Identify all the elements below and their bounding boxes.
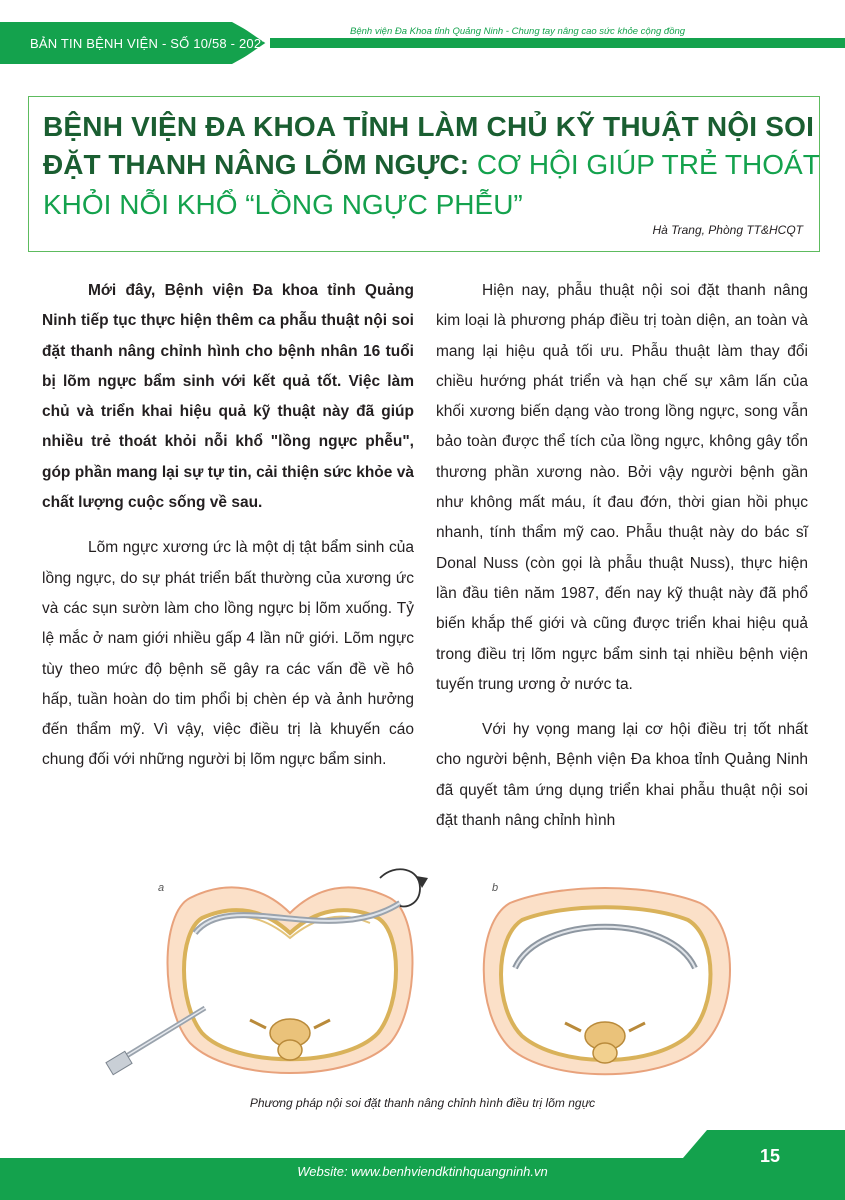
article-title-line-2 bbox=[43, 149, 820, 181]
panel-b-label: b bbox=[492, 882, 499, 894]
chest-cross-section-illustration bbox=[90, 858, 770, 1096]
header-rule bbox=[270, 38, 845, 48]
article-title-line-1: BỆNH VIỆN ĐA KHOA TỈNH LÀM CHỦ KỸ THUẬT NỘI SOI bbox=[43, 111, 815, 142]
article-title-line-2-bold: ĐẶT THANH NÂNG LÕM NGỰC: bbox=[43, 149, 470, 180]
issue-label: BẢN TIN BỆNH VIỆN - SỐ 10/58 - 2022 bbox=[30, 36, 269, 51]
figure-caption: Phương pháp nội soi đặt thanh nâng chỉnh hình điều trị lõm ngực bbox=[249, 1096, 596, 1110]
author-byline: Hà Trang, Phòng TT&HCQT bbox=[652, 223, 803, 237]
website-link[interactable]: Website: www.benhviendktinhquangninh.vn bbox=[297, 1164, 548, 1179]
panel-a-illustration bbox=[106, 869, 428, 1074]
page-number: 15 bbox=[760, 1146, 781, 1166]
panel-a-label: a bbox=[158, 882, 165, 894]
nuss-procedure-figure bbox=[90, 858, 770, 1096]
body-paragraph: Hiện nay, phẫu thuật nội soi đặt thanh nâng kim loại là phương pháp điều trị toàn diện, an toàn và mang lại hiệu quả tối ưu. Phẫu thuật làm thay đổi chiều hướng phát triển và hạn chế sự xâm lấn của khối xương biến dạng vào trong lồng ngực, song vẫn bảo toàn được thể tích của lồng ngực, không gây tổn thương phần xương nào. Bởi vậy người bệnh gần như không mất máu, ít đau đớn, thời gian hồi phục nhanh, tính thẩm mỹ cao. Phẫu thuật này do bác sĩ Donal Nuss (còn gọi là phẫu thuật Nuss), thực hiện lần đầu tiên năm 1987, đến nay kỹ thuật này đã phổ biến khắp thế giới và cũng được triển khai hiệu quả trong điều trị lõm ngực bẩm sinh tại nhiều bệnh viện tuyến trung ương ở nước ta. bbox=[436, 282, 808, 693]
right-column bbox=[436, 276, 808, 836]
article-title-line-3: KHỎI NỖI KHỔ “LỒNG NGỰC PHỄU” bbox=[43, 189, 523, 220]
left-column bbox=[42, 276, 414, 776]
article-title-line-2-rest: CƠ HỘI GIÚP TRẺ THOÁT bbox=[469, 149, 820, 180]
article-title-box bbox=[28, 96, 820, 252]
body-paragraph: Lõm ngực xương ức là một dị tật bẩm sinh của lồng ngực, do sự phát triển bất thường của xương ức và các sụn sườn làm cho lồng ngực bị lõm xuống. Tỷ lệ mắc ở nam giới nhiều gấp 4 lần nữ giới. Lõm ngực tùy theo mức độ bệnh sẽ gây ra các vấn đề về hô hấp, tuần hoàn do tim phổi bị chèn ép và ảnh hưởng đến thẩm mỹ. Vì vậy, việc điều trị là khuyến cáo chung đối với những người bị lõm ngực bẩm sinh. bbox=[42, 539, 414, 769]
body-paragraph: Với hy vọng mang lại cơ hội điều trị tốt nhất cho người bệnh, Bệnh viện Đa khoa tỉnh Quảng Ninh đã quyết tâm ứng dụng triển khai phẫu thuật nội soi đặt thanh nâng chỉnh hình bbox=[436, 721, 808, 830]
hospital-slogan: Bệnh viện Đa Khoa tỉnh Quảng Ninh - Chung tay nâng cao sức khỏe cộng đồng bbox=[350, 26, 686, 37]
lead-paragraph: Mới đây, Bệnh viện Đa khoa tỉnh Quảng Ninh tiếp tục thực hiện thêm ca phẫu thuật nội soi đặt thanh nâng chỉnh hình cho bệnh nhân 16 tuổi bị lõm ngực bẩm sinh với kết quả tốt. Việc làm chủ và triển khai hiệu quả kỹ thuật này đã giúp nhiều trẻ thoát khỏi nỗi khổ "lồng ngực phễu", góp phần mang lại sự tự tin, cải thiện sức khỏe và chất lượng cuộc sống về sau. bbox=[42, 282, 414, 512]
panel-b-illustration bbox=[484, 888, 730, 1074]
